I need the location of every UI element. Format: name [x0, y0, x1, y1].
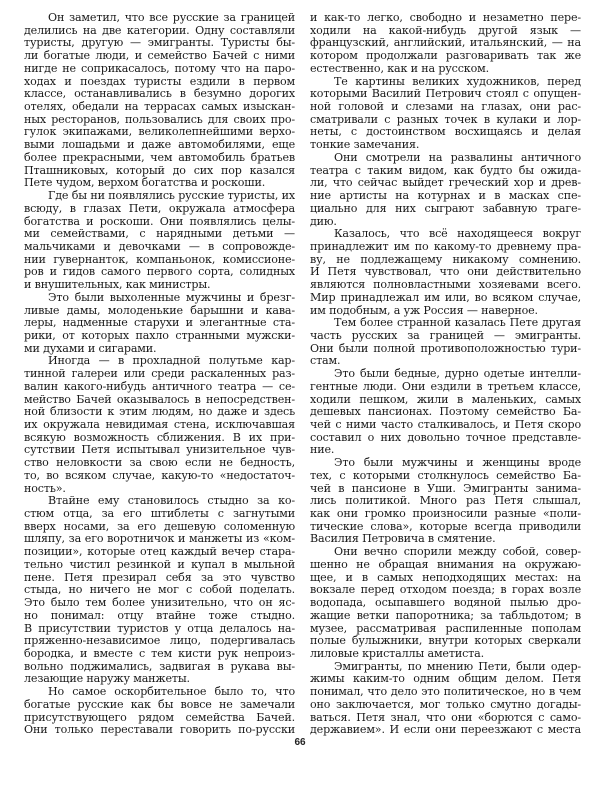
text-line: туристы, другую — эмигранты. Туристы бы-	[24, 36, 295, 50]
text-column-right	[310, 12, 581, 737]
paragraph-first-line: Это были бедные, дурно одетые интелли-	[334, 367, 581, 381]
text-line: циально для них сыграют забавную траге-	[310, 201, 581, 215]
text-line: тические слова», которые всегда приводили	[310, 519, 581, 533]
text-line: ность».	[24, 481, 66, 495]
text-line: ходили пешком, жили в маленьких, самых	[310, 392, 581, 406]
text-line: ходили на какой-нибудь другой язык —	[310, 23, 581, 37]
text-line: бородка, и вместе с тем кисти рук непроиз-	[24, 646, 295, 660]
text-line: как они громко произносили разные «поли-	[310, 507, 581, 521]
text-line: нигде не соприкасалось, потому что на паро-	[24, 61, 295, 75]
text-line: нии гувернанток, компаньонок, комиссионе-	[24, 252, 295, 266]
text-line: неты, с достоинством восхищаясь и делая	[310, 125, 581, 139]
text-line: дию.	[310, 214, 337, 228]
text-line: жимы каким-то одним общим делом. Петя	[310, 672, 581, 686]
text-line: более прекрасными, чем автомобиль братьев	[24, 150, 295, 164]
text-line: классе, останавливались в безумно дорогих	[24, 87, 295, 101]
paragraph-first-line: Казалось, что всё находящееся вокруг	[334, 227, 581, 241]
text-line: Василия Петровича в смятение.	[310, 532, 496, 546]
text-line: то, во всяком случае, какую-то «недостаточ-	[24, 468, 295, 482]
text-line: Пташниковых, который до сих пор казался	[24, 163, 295, 177]
text-line: мальчиками и девочками — в сопровожде-	[24, 239, 295, 253]
text-line: Они только переставали говорить по-русски	[24, 723, 295, 737]
text-line: лись политикой. Много раз Петя слышал,	[310, 494, 581, 508]
paragraph-first-line: Иногда — в прохладной полутьме кар-	[48, 354, 295, 368]
text-line: рики, от которых пахло странными мужски-	[24, 328, 295, 342]
text-line: валин какого-нибудь античного театра — се-	[24, 379, 295, 393]
text-line: шляпу, за его воротничок и манжеты из «ком-	[24, 532, 295, 546]
text-line: лиловые кристаллы аметиста.	[310, 646, 484, 660]
text-line: ной головой и слезами на глазах, они рас-	[310, 100, 581, 114]
text-line: оно заключается, мог только смутно догады-	[310, 697, 581, 711]
text-line: стыда, но ничего не мог с собой поделать.	[24, 583, 295, 597]
text-column-left	[24, 12, 295, 737]
text-line: чей с ними часто сталкивалось, и Петя скоро	[310, 418, 581, 431]
paragraph-first-line: Те картины великих художников, перед	[334, 74, 581, 88]
text-line: естественно, как и на русском.	[310, 61, 489, 75]
text-line: сутствии Петя испытывал унизительное чув-	[24, 443, 295, 457]
text-line: их окружала невидимая стена, исключавшая	[24, 418, 295, 431]
text-line: сматривали с разных точек в кулаки и лор-	[310, 112, 581, 126]
text-line: дешевых пансионах. Поэтому семейство Ба-	[310, 405, 581, 419]
text-line: являются полновластными хозяевами всего.	[310, 278, 581, 292]
text-line: тинной галереи или среди раскаленных раз-	[24, 367, 295, 381]
text-line: музее, рассматривая распиленные пополам	[310, 621, 581, 635]
text-line: лезающие наружу манжеты.	[24, 672, 190, 686]
text-line: стюм отца, за его штиблеты с загнутыми	[24, 507, 295, 521]
text-line: выми лошадьми и даже автомобилями, еще	[24, 138, 295, 152]
text-line: тех, с которыми столкнулось семейство Ба-	[310, 468, 581, 482]
text-line: вольно поджимались, задвигая в рукава вы-	[24, 659, 295, 673]
text-line: присутствующего рядом семейства Бачей.	[24, 710, 295, 724]
text-line: и внушительных, как министры.	[24, 278, 211, 292]
text-line: ной близости к этим людям, но даже и здесь	[24, 405, 295, 419]
text-line: щее, и в самых неподходящих местах: на	[310, 570, 581, 584]
text-line: пряженно-независимое лицо, подергивалась	[24, 634, 295, 648]
text-line: Это было тем более унизительно, что он яс-	[24, 596, 295, 610]
text-line: В присутствии туристов у отца делалось на-	[24, 621, 295, 635]
text-line: мейство Бачей оказывалось в непосредствен-	[24, 392, 295, 406]
text-line: им подобным, а уж Россия — наверное.	[310, 303, 538, 317]
text-line: Они были полной противоположностью тури-	[310, 341, 581, 355]
text-line: позиции», которые отец каждый вечер стара-	[24, 545, 295, 559]
text-line: театра с таким видом, как будто бы ожида-	[310, 163, 581, 177]
text-line: отелях, обедали на террасах самых изыскан-	[24, 100, 295, 114]
text-line: ваться. Петя знал, что они «борются с само-	[310, 710, 581, 724]
text-line: ров и гидов самого первого сорта, солидных	[24, 265, 295, 279]
text-line: водопада, осыпавшего водяной пылью дро-	[310, 596, 581, 610]
text-line: вокзале перед отходом поезда; в горах возле	[310, 583, 581, 597]
text-line: леры, надменные старухи и элегантные ста-	[24, 316, 295, 330]
text-line: всякую возможность сближения. В их при-	[24, 430, 295, 444]
text-line: ство неловкости за свою если не бедность,	[24, 456, 295, 470]
text-line: котором продолжали разговаривать так же	[310, 49, 581, 63]
text-line: принадлежит им по какому-то древнему пра-	[310, 239, 581, 253]
text-line: составил о них довольно точное представле-	[310, 430, 581, 444]
text-line: богатые русские как бы вовсе не замечали	[24, 697, 295, 711]
text-line: которыми Василий Петрович стоял с опущен-	[310, 87, 581, 101]
text-line: всюду, в глазах Пети, окружала атмосфера	[24, 201, 295, 215]
paragraph-first-line: Он заметил, что все русские за границей	[48, 11, 295, 24]
text-line: вверх носами, за его дешевую соломенную	[24, 519, 295, 533]
paragraph-first-line: Но самое оскорбительное было то, что	[48, 685, 295, 699]
text-line: гентные люди. Они ездили в третьем классе,	[310, 379, 581, 393]
paragraph-first-line: Тем более странной казалась Пете другая	[334, 316, 581, 330]
text-line: ли богатые люди, и семейство Бачей с ними	[24, 49, 295, 63]
text-line: Пете чудом, верхом богатства и роскоши.	[24, 176, 266, 190]
text-line: ву, не подлежащему никакому сомнению.	[310, 252, 581, 266]
text-line: тонкие замечания.	[310, 138, 420, 152]
text-line: И Петя чувствовал, что они действительно	[310, 265, 581, 279]
paragraph-first-line: Они смотрели на развалины античного	[334, 150, 581, 164]
text-line: пене. Петя презирал себя за это чувство	[24, 570, 295, 584]
text-line: полые булыжники, внутри которых сверкали	[310, 634, 581, 648]
text-line: тельно чистил резинкой и купал в мыльной	[24, 557, 295, 571]
text-line: но понимал: отцу втайне тоже стыдно.	[24, 608, 295, 622]
paragraph-first-line: Эмигранты, по мнению Пети, были одер-	[334, 659, 581, 673]
text-line: часть русских за границей — эмигранты.	[310, 328, 581, 342]
text-line: ние.	[310, 443, 335, 457]
text-line: богатства и роскоши. Они появлялись целы-	[24, 214, 295, 228]
paragraph-first-line: Где бы ни появлялись русские туристы, их	[48, 189, 295, 203]
text-line: французский, английский, итальянский, — на	[310, 36, 581, 50]
text-line: и как-то легко, свободно и незаметно пере-	[310, 11, 581, 24]
text-line: шенно не обращая внимания на окружаю-	[310, 557, 581, 571]
paragraph-first-line: Это были мужчины и женщины вроде	[334, 456, 581, 470]
text-line: чей в пансионе в Уши. Эмигранты занима-	[310, 481, 581, 495]
page-number: 66	[294, 737, 306, 748]
paragraph-first-line: Они вечно спорили между собой, совер-	[334, 545, 581, 559]
text-line: делились на две категории. Одну составляли	[24, 23, 295, 37]
text-line: ние артисты на котурнах и в масках спе-	[310, 189, 581, 203]
text-line: стам.	[310, 354, 341, 368]
text-line: ных ресторанов, пользовались для своих про-	[24, 112, 295, 126]
text-line: ли, что сейчас выйдет греческий хор и древ-	[310, 176, 581, 190]
text-line: ми духами и сигарами.	[24, 341, 157, 355]
text-line: ходах и поездах туристы ездили в первом	[24, 74, 295, 88]
paragraph-first-line: Втайне ему становилось стыдно за ко-	[48, 494, 295, 508]
text-line: ливые дамы, молоденькие барышни и кава-	[24, 303, 295, 317]
text-line: Мир принадлежал им или, во всяком случае,	[310, 290, 581, 304]
text-line: понимал, что дело это политическое, но в чем	[310, 685, 581, 699]
text-line: ми семействами, с нарядными детьми —	[24, 227, 295, 241]
text-line: жащие ветки папоротника; за табльдотом; в	[310, 608, 581, 622]
text-line: гулок экипажами, великолепнейшими верхо-	[24, 125, 295, 139]
paragraph-first-line: Это были выхоленные мужчины и брезг-	[48, 290, 295, 304]
text-line: державием». И если они переезжают с места	[310, 723, 581, 737]
